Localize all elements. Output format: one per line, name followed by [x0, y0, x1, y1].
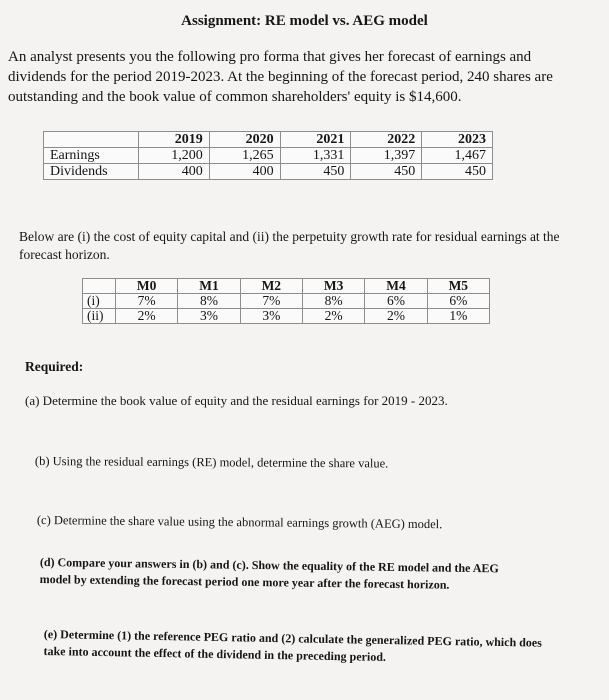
- row-label: (i): [83, 294, 116, 309]
- table-cell: 400: [139, 164, 210, 180]
- cost-of-equity-row: [83, 294, 490, 309]
- table-cell: 450: [351, 164, 422, 180]
- year-header: 2020: [209, 132, 280, 148]
- year-header: 2023: [422, 132, 493, 148]
- table-cell: 7%: [116, 294, 178, 309]
- dividends-row: [44, 164, 493, 180]
- question-b: (b) Using the residual earnings (RE) model, determine the share value.: [34, 453, 389, 471]
- forecast-header-blank: [44, 132, 139, 148]
- model-header: M4: [365, 279, 427, 294]
- table-cell: 6%: [427, 294, 489, 309]
- year-header: 2019: [139, 132, 210, 148]
- table-cell: 1%: [427, 309, 489, 324]
- rates-table: [82, 278, 490, 324]
- assignment-title: Assignment: RE model vs. AEG model: [181, 13, 428, 29]
- growth-rate-row: [83, 309, 490, 324]
- question-d: (d) Compare your answers in (b) and (c). Show the equality of the RE model and the AEG model by extending the forecast period one more year after the forecast horizon.: [39, 554, 499, 592]
- rates-header-row: [83, 279, 490, 294]
- model-header: M1: [178, 279, 240, 294]
- row-label: Earnings: [44, 148, 139, 164]
- rates-header-blank: [83, 279, 116, 294]
- table-cell: 2%: [365, 309, 427, 324]
- row-label: (ii): [83, 309, 116, 324]
- table-cell: 3%: [178, 309, 240, 324]
- table-cell: 6%: [365, 294, 427, 309]
- model-header: M5: [427, 279, 489, 294]
- table-cell: 7%: [240, 294, 302, 309]
- table-cell: 3%: [240, 309, 302, 324]
- intro-paragraph: An analyst presents you the following pro forma that gives her forecast of earnings and dividends for the period 2019-2023. At the beginning of the forecast period, 240 shares are outstanding and the book value of common shareholders' equity is $14,600.: [8, 49, 553, 105]
- table-cell: 450: [280, 164, 351, 180]
- year-header: 2022: [351, 132, 422, 148]
- table-cell: 1,467: [422, 148, 493, 164]
- table-cell: 450: [422, 164, 493, 180]
- table-cell: 1,397: [351, 148, 422, 164]
- table-cell: 1,331: [280, 148, 351, 164]
- table-cell: 2%: [116, 309, 178, 324]
- question-c: (c) Determine the share value using the abnormal earnings growth (AEG) model.: [36, 512, 443, 532]
- question-a: (a) Determine the book value of equity and the residual earnings for 2019 - 2023.: [25, 393, 448, 408]
- row-label: Dividends: [44, 164, 139, 180]
- table-cell: 8%: [178, 294, 240, 309]
- table-cell: 8%: [302, 294, 364, 309]
- table-cell: 2%: [302, 309, 364, 324]
- required-heading: Required:: [25, 359, 84, 374]
- earnings-row: [44, 148, 493, 164]
- model-header: M2: [240, 279, 302, 294]
- forecast-table: [43, 131, 493, 180]
- question-e: (e) Determine (1) the reference PEG ratio and (2) calculate the generalized PEG ratio, which does take into account the effect of the dividend in the preceding period.: [43, 626, 543, 664]
- year-header: 2021: [280, 132, 351, 148]
- table-cell: 1,200: [139, 148, 210, 164]
- table-cell: 400: [209, 164, 280, 180]
- forecast-header-row: [44, 132, 493, 148]
- table-cell: 1,265: [209, 148, 280, 164]
- model-header: M3: [302, 279, 364, 294]
- model-header: M0: [116, 279, 178, 294]
- rates-intro: Below are (i) the cost of equity capital and (ii) the perpetuity growth rate for residual earnings at the forecast horizon.: [19, 229, 560, 262]
